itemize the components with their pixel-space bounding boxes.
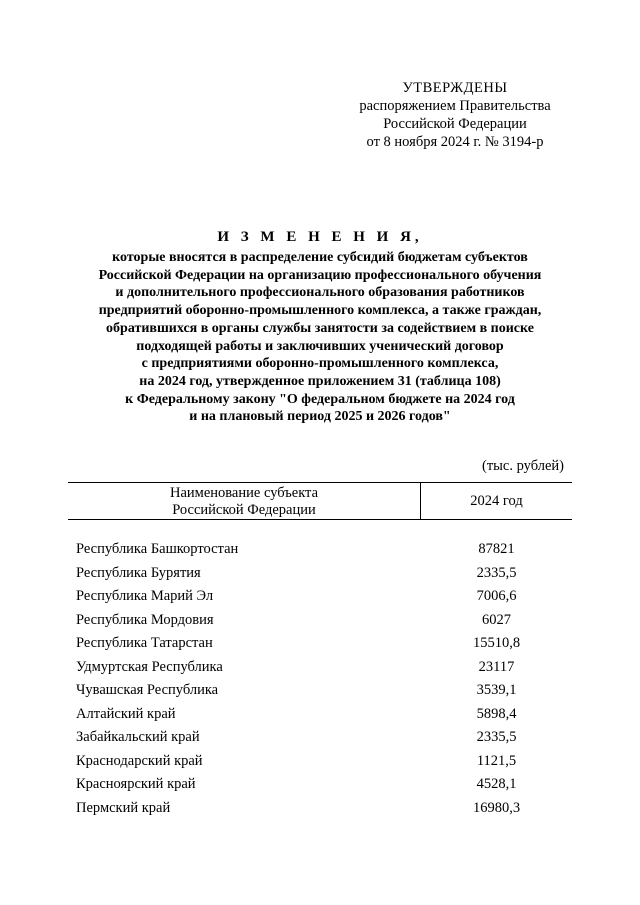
subsidy-value: 1121,5: [476, 752, 517, 769]
column-header-year: 2024 год: [470, 493, 523, 509]
subsidy-table: [68, 482, 572, 820]
table-row: [68, 750, 572, 774]
subsidy-value: 16980,3: [472, 799, 521, 816]
heading-line: которые вносятся в распределение субсидий бюджетам субъектов: [112, 250, 528, 265]
heading-line: предприятий оборонно-промышленного комплекса, а также граждан,: [98, 303, 542, 319]
table-row: [68, 585, 572, 609]
approval-title: УТВЕРЖДЕНЫ: [402, 80, 508, 96]
subsidy-value: 23117: [478, 658, 515, 675]
table-row: [68, 797, 572, 821]
region-name: Чувашская Республика: [76, 682, 219, 698]
heading-line: и дополнительного профессионального образования работников: [115, 285, 525, 301]
table-body: [68, 520, 572, 820]
heading-line: с предприятиями оборонно-промышленного комплекса,: [141, 356, 499, 372]
heading-line: Российской Федерации на организацию профессионального обучения: [98, 267, 542, 283]
region-name: Алтайский край: [76, 705, 176, 722]
region-name: Пермский край: [76, 799, 171, 816]
approval-block: [340, 79, 570, 151]
heading-line: подходящей работы и заключивших ученический договор: [136, 338, 504, 354]
heading-line: обратившихся в органы службы занятости за содействием в поиске: [106, 320, 534, 336]
region-name: Республика Бурятия: [76, 564, 201, 581]
region-name: Удмуртская Республика: [76, 658, 223, 675]
heading-line: на 2024 год, утвержденное приложением 31 (таблица 108): [139, 373, 501, 389]
region-name: Республика Марий Эл: [76, 588, 214, 604]
table-row: [68, 679, 572, 703]
document-heading: [40, 226, 600, 426]
table-row: [68, 773, 572, 797]
column-header-region: [68, 483, 421, 519]
subsidy-value: 87821: [478, 541, 515, 557]
unit-label: (тыс. рублей): [482, 458, 564, 474]
subsidy-value: 3539,1: [476, 682, 517, 698]
region-name: Забайкальский край: [76, 729, 200, 745]
subsidy-value: 6027: [482, 611, 511, 628]
table-header: [68, 482, 572, 520]
subsidy-value: 4528,1: [476, 776, 517, 792]
document-title: И З М Е Н Е Н И Я,: [217, 229, 423, 245]
column-header-region-line: Российской Федерации: [172, 501, 316, 518]
table-row: [68, 562, 572, 586]
table-row: [68, 703, 572, 727]
subsidy-value: 5898,4: [476, 705, 517, 722]
approval-line: Российской Федерации: [383, 116, 527, 132]
subsidy-value: 2335,5: [476, 729, 517, 745]
subsidy-value: 2335,5: [476, 564, 517, 581]
region-name: Республика Мордовия: [76, 611, 214, 628]
region-name: Республика Татарстан: [76, 635, 213, 651]
subsidy-value: 7006,6: [476, 588, 517, 604]
region-name: Краснодарский край: [76, 752, 203, 769]
approval-line: распоряжением Правительства: [359, 98, 551, 114]
table-row: [68, 726, 572, 750]
table-row: [68, 632, 572, 656]
table-row: [68, 538, 572, 562]
heading-line: к Федеральному закону "О федеральном бюджете на 2024 год: [125, 391, 515, 407]
approval-date: от 8 ноября 2024 г. № 3194-р: [366, 134, 544, 150]
column-header-region-line: Наименование субъекта: [169, 485, 319, 501]
table-row: [68, 609, 572, 633]
subsidy-value: 15510,8: [472, 635, 521, 651]
region-name: Красноярский край: [76, 776, 196, 792]
table-row: [68, 656, 572, 680]
heading-line: и на плановый период 2025 и 2026 годов": [189, 409, 451, 425]
region-name: Республика Башкортостан: [76, 541, 239, 557]
